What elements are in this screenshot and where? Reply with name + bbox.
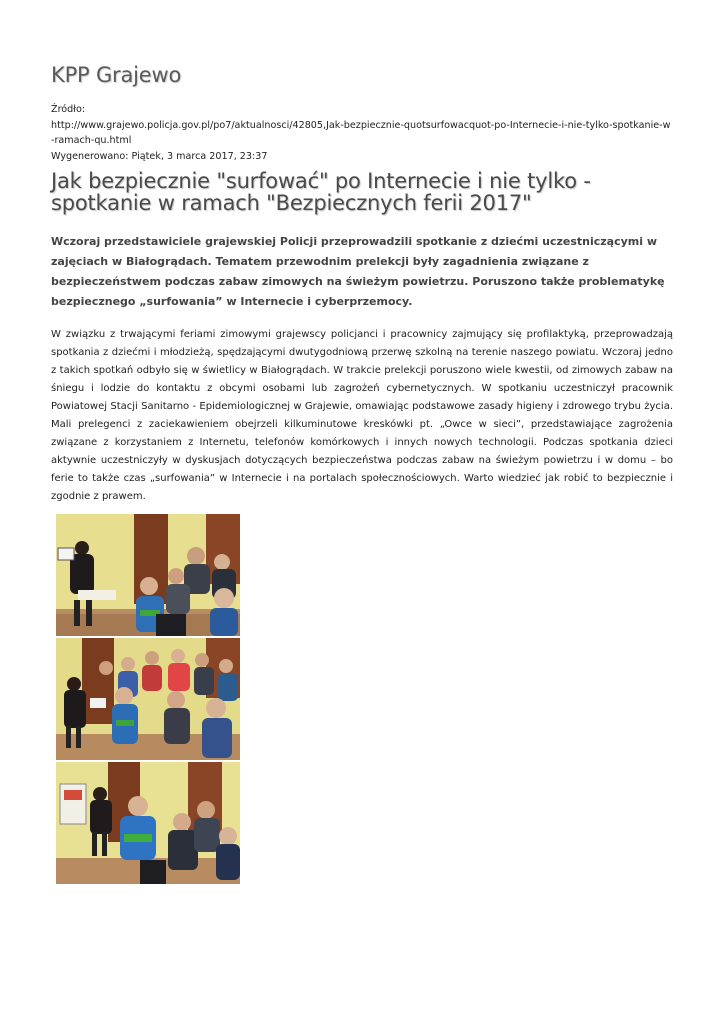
source-meta (51, 102, 673, 164)
article-title: Jak bezpiecznie "surfować" po Internecie i nie tylko - spotkanie w ramach "Bezpiecznych ferii 2017" (51, 169, 591, 215)
article-lead: Wczoraj przedstawiciele grajewskiej Policji przeprowadzili spotkanie z dziećmi uczestniczącymi w zajęciach w Białogrądach. Tematem przewodnim prelekcji były zagadnienia związane z bezpieczeństwem podczas zabaw zimowych na świeżym powietrzu. Poruszono także problematykę bezpiecznego „surfowania” w Internecie i cyberprzemocy. (51, 235, 665, 308)
source-url[interactable]: http://www.grajewo.policja.gov.pl/po7/aktualnosci/42805,Jak-bezpiecznie-quotsurfowacquot-po-Internecie-i-nie-tylko-spotkanie-w-ramach-qu.html (51, 119, 671, 146)
photo-gallery (56, 514, 240, 886)
event-photo-2 (56, 638, 240, 760)
article-body: W związku z trwającymi feriami zimowymi grajewscy policjanci i pracownicy zajmujący się profilaktyką, przeprowadzają spotkania z dziećmi i młodzieżą, spędzającymi dwutygodniową przerwę szkolną na terenie naszego powiatu. Wczoraj jedno z takich spotkań odbyło się w świetlicy w Białogrądach. W trakcie prelekcji poruszono wiele kwestii, od zimowych zabaw na śniegu i lodzie do kontaktu z obcymi osobami lub zagrożeń cybernetycznych. W spotkaniu uczestniczył pracownik Powiatowej Stacji Sanitarno - Epidemiologicznej w Grajewie, omawiając podstawowe zasady higieny i zdrowego trybu życia. Mali prelegenci z zaciekawieniem obejrzeli kilkuminutowe kreskówki pt. „Owce w sieci”, przedstawiające zagrożenia związane z korzystaniem z Internetu, telefonów komórkowych i innych nowych technologii. Podczas spotkania dzieci aktywnie uczestniczyły w dyskusjach dotyczących bezpieczeństwa podczas zabaw na świeżym powietrzu i w domu – bo ferie to także czas „surfowania” w Internecie i na portalach społecznościowych. Warto wiedzieć jak robić to bezpiecznie i zgodnie z prawem. (51, 329, 673, 502)
photo-2-image (56, 638, 240, 760)
site-title: KPP Grajewo (51, 63, 182, 87)
generated-date: Wygenerowano: Piątek, 3 marca 2017, 23:37 (51, 150, 268, 162)
event-photo-3 (56, 762, 240, 884)
source-label: Źródło: (51, 104, 86, 115)
photo-1-image (56, 514, 240, 636)
photo-3-image (56, 762, 240, 884)
event-photo-1 (56, 514, 240, 636)
